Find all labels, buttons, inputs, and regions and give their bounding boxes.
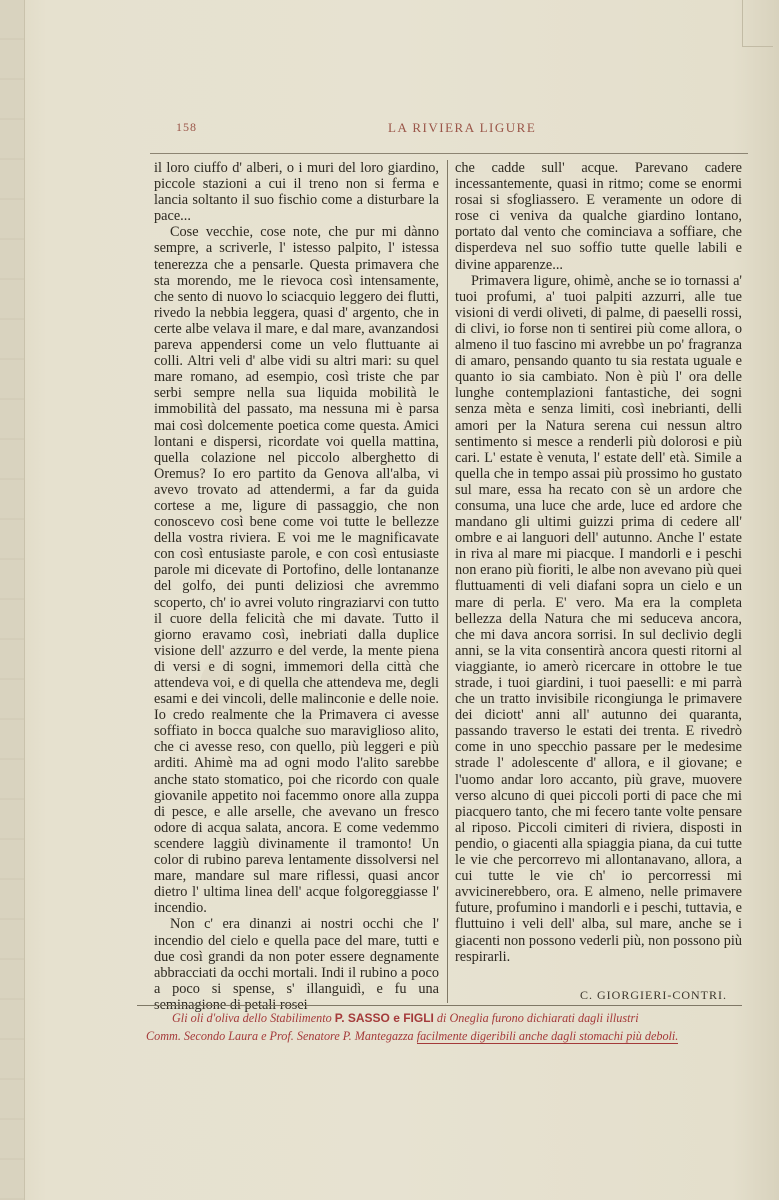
ad-text: Gli oli d'oliva dello Stabilimento	[172, 1011, 332, 1025]
advertisement-line-2	[140, 1027, 740, 1045]
page-number: 158	[176, 120, 197, 134]
ad-underlined-claim: facilmente digeribili anche dagli stomachi più deboli.	[416, 1029, 679, 1043]
paragraph: Primavera ligure, ohimè, anche se io tornassi a' tuoi profumi, a' tuoi palpiti azzurri, alle tue visioni di verdi oliveti, di palme, di paeselli rossi, di clivi, io forse non ti sentirei più come allora, o almeno il tuo fascino mi avrebbe un po' fragranza di amaro, pensando quanto tu sia restata uguale e quanto io sia cambiato. Non è più l' ora delle lunghe contemplazioni fantastiche, dei sogni senza mèta e senza limiti, così inebrianti, delli amori per la Natura serena cui nessun altro sentimento si mesce a renderli più dolorosi e più cari. L' estate è venuta, l' estate dell' età. Simile a quella che in tempo assai più prossimo ho gustato sul mare, essa ha recato con sè un ardore che consuma, una luce che arde, luce ed ardore che mandano gli ultimi guizzi prima di cedere all' ombre e ai languori dell' autunno. Anche l' estate in riva al mare mi piacque. I mandorli e i peschi non erano più fioriti, le albe non avevano più quei fluttuamenti di veli diafani sopra un cielo e un mare di perla. E' vero. Ma era la completa bellezza della Natura che mi seduceva ancora, che mi dava ancora sorrisi. In sul declivio degli anni, se la vita consentirà ancora questi ritorni al viaggiante, io amerò ricercare in ottobre le tue strade, i tuoi giardini, i tuoi paeselli: e mi parrà che un tratto invisibile ricongiunga le primavere dei diciott' anni all' autunno dei quaranta, passando traverso le estati dei trenta. E rivedrò come in uno specchio passare per le medesime strade l' adolescente d' allora, e il giovane; e l'uomo andar loro accanto, più grave, muovere verso alcuno di quei piccoli porti di pace che mi piacquero tanto, che mi fecero tante volte pensare al riposo. Piccoli cimiteri di riviera, disposti in pendio, o giacenti alla spiaggia piana, da cui tutte le vie che percorrevo mi allontanavano, allora, a cui tutte le vie ch' io percorressi mi avvicinerebbero, ora. E almeno, nelle primavere future, profumino i mandorli e i peschi, tuttavia, e fluttuino i veli dell' alba, sul mare, anche se i giacenti non possono vederli più, non possono più respirarli.	[455, 272, 742, 965]
page-header	[150, 118, 750, 138]
paragraph: che cadde sull' acque. Parevano cadere incessantemente, quasi in ritmo; come se enormi rosai si sfogliassero. E veramente un odore di rose ci veniva da qualche giardino lontano, portato dal vento che cominciava a soffiare, che disperdeva nel suo soffio tutte quelle labili e divine apparenze...	[455, 160, 742, 273]
ad-brand: P. SASSO e FIGLI	[334, 1011, 434, 1025]
advertisement-rule	[137, 1005, 742, 1006]
bound-page-edge	[0, 0, 25, 1200]
running-head: LA RIVIERA LIGURE	[388, 120, 537, 135]
paragraph: il loro ciuffo d' alberi, o i muri del loro giardino, piccole stazioni a cui il treno non si ferma e lancia soltanto il suo fischio come a disturbare la pace...	[154, 160, 439, 225]
header-rule	[150, 153, 748, 154]
paragraph: Cose vecchie, cose note, che pur mi dànno sempre, a scriverle, l' istesso palpito, l' istessa tenerezza che a pensarle. Questa primavera che sta morendo, me le rievoca così intensamente, che sento di nuovo lo sciacquio leggero dei flutti, rivedo la nebbia leggera, quasi d' argento, che in certe albe velava il mare, e dal mare, avanzandosi pareva appendersi come un velo fluttuante ai colli. Altri veli d' albe vidi su altri mari: su quel mare romano, ad esempio, così triste che par serbi sempre nella sua liquida mobilità le immobilità del passato, ma nessuna mi è parsa mai così dolcemente poetica come questa. Amici lontani e dispersi, ricordate voi quella mattina, quella colazione nel piccolo alberghetto di Oremus? Io ero partito da Genova all'alba, vi avevo trovato ad attendermi, a far da guida cortese a me, ligure di passaggio, che non conoscevo così bene come voi tutte le bellezze della vostra riviera. E voi me le magnificavate con così entusiaste parole, e con così entusiaste parole mi dicevate di Portofino, delle lontananze del golfo, dei punti deliziosi che avremmo scoperto, ch' io avrei voluto ringraziarvi con tutto il cuore della felicità che mi davate. Tutto il giorno eravamo così, inebriati dalla duplice visione dell' azzurro e del verde, la mente piena di versi e di sogni, immemori della città che attendeva voi, e di quella che attendeva me, degli esami e dei vincoli, delle malinconie e delle noie. Io credo realmente che la Primavera ci avesse soffiato in bocca qualche suo maraviglioso alito, che ci avesse reso, con quello, più leggeri e più arditi. Ahimè ma ad ogni modo l'alito sarebbe anche stato stomatico, poi che ricordo con quale giovanile appetito noi facemmo onore alla zuppa di pesce, e alle arselle, che avevano un fresco odore di acqua salata, ancora. E come vedemmo scendere laggiù divinamente il tramonto! Un color di rubino pareva lentamente dissolversi nel mare, mandare sul mare riflessi, quasi ancor dietro l' ultima linea dell' acque folgoreggiasse l' incendio.	[154, 224, 439, 917]
ad-text: Comm. Secondo Laura e Prof. Senatore P. Mantegazza	[146, 1029, 414, 1043]
advertisement	[140, 1009, 740, 1045]
paragraph: Non c' era dinanzi ai nostri occhi che l' incendio del cielo e quella pace del mare, tutti e due così grandi da non poter essere degnamente abbracciati da occhi mortali. Indi il rubino a poco a poco si spense, s' illanguidì, e fu una seminagione di petali rosei	[154, 916, 439, 1013]
column-divider	[447, 160, 448, 1003]
corner-frame-mark	[742, 0, 773, 47]
advertisement-line-1	[140, 1009, 740, 1027]
author-signature: C. GIORGIERI-CONTRI.	[580, 988, 727, 1002]
ad-text: di Oneglia furono dichiarati dagli illustri	[436, 1011, 639, 1025]
article-column-left	[154, 160, 439, 1013]
article-column-right	[455, 160, 742, 965]
